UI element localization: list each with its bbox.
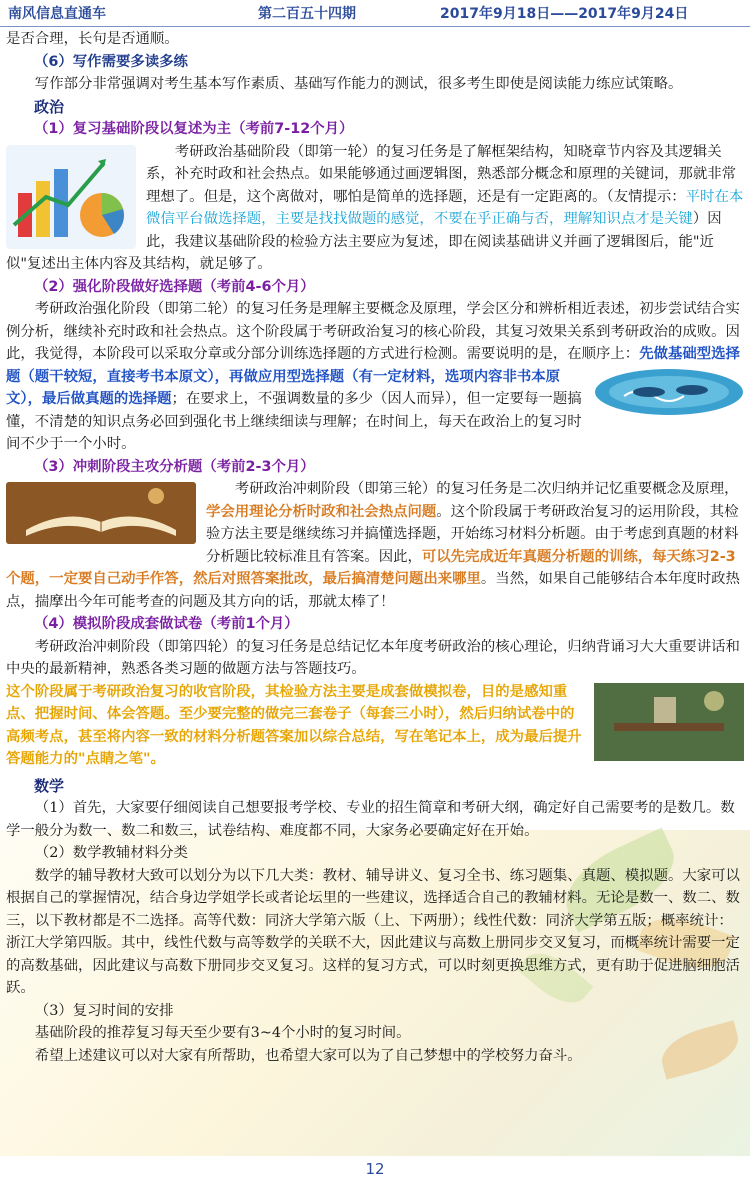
politics-stage4-highlight-block: 这个阶段属于考研政治复习的收官阶段，其检验方法主要是成套做模拟卷，目的是感知重点、把握时间、体会答题。至少要完整的做完三套卷子（每套三小时），然后归纳试卷中的高频考点，甚至将内容一致的材料分析题答案加以综合总结，写在笔记本上，成为最后提升答题能力的"点睛之笔"。 [6, 681, 744, 771]
publication-name: 南风信息直通车 [8, 6, 106, 22]
study-room-illustration [594, 683, 744, 761]
math-paragraph-2: 数学的辅导教材大致可以划分为以下几大类：教材、辅导讲义、复习全书、练习题集、真题、模拟题。大家可以根据自己的掌握情况，结合身边学姐学长或者论坛里的一些建议，选择适合自己的教辅材料。无论是数一、数二、数三，以下教材都是不二选择。高等代数：同济大学第六版（上、下两册）；线性代数：同济大学第五版；概率统计：浙江大学第四版。其中，线性代数与高等数学的关联不大，因此建议与高数上册同步交叉复习，而概率统计需要一定的高数基础，因此建议与高数下册同步交叉复习。这样的复习方式，可以时刻更换思维方式，更有助于促进脑细胞活跃。 [6, 867, 740, 996]
issue-number: 第二百五十四期 [258, 6, 356, 22]
stage2-highlight: 先做基础型选择题（题干较短，直接考书本原文），再做应用型选择题（有一定材料，选项内容非书本原文），最后做真题的选择题 [6, 346, 740, 407]
politics-stage3-paragraph: 考研政治冲刺阶段（即第三轮）的复习任务是二次归纳并记忆重要概念及原理，学会用理论分析时政和社会热点问题。这个阶段属于考研政治复习的运用阶段，其检验方法主要是继续练习并搞懂选择题，开始练习材料分析题。由于考虑到真题的材料分析题比较标准且有答案。因此，可以先完成近年真题分析题的训练，每天练习2-3个题，一定要自己动手作答，然后对照答案批改，最后搞清楚问题出来哪里。当然，如果自己能够结合本年度时政热点，揣摩出今年可能考查的问题及其方向的话，那就太棒了！ [6, 481, 740, 610]
open-book-illustration [6, 482, 196, 544]
math-subheading-3: （3）复习时间的安排 [34, 1002, 174, 1019]
stage3-highlight-2: 可以先完成近年真题分析题的训练，每天练习2-3个题，一定要自己动手作答，然后对照答案批改，最后搞清楚问题出来哪里 [6, 548, 736, 587]
politics-stage2-heading: （2）强化阶段做好选择题（考前4-6个月） [34, 278, 315, 295]
swimmers-illustration [594, 368, 744, 416]
politics-stage1-paragraph: 考研政治基础阶段（即第一轮）的复习任务是了解框架结构，知晓章节内容及其逻辑关系，补充时政和社会热点。如果能够通过画逻辑图，熟悉部分概念和原理的关键词，那就非常理想了。但是，这个离做对，哪怕是简单的选择题，还是有一定距离的。（友情提示：平时在本微信平台做选择题，主要是找找做题的感觉，不要在乎正确与否，理解知识点才是关键）因此，我建议基础阶段的检验方法主要应为复述，即在阅读基础讲义并画了逻辑图后，能"近似"复述出主体内容及其结构，就足够了。 [6, 143, 744, 272]
article-body [6, 28, 744, 1067]
math-paragraph-1: （1）首先，大家要仔细阅读自己想要报考学校、专业的招生简章和考研大纲，确定好自己需要考的是数几。数学一般分为数一、数二和数三，试卷结构、难度都不同，大家务必要确定好在开始。 [6, 800, 735, 839]
politics-title: 政治 [34, 97, 65, 116]
header-divider [0, 26, 750, 27]
writing-heading: （6）写作需要多读多练 [34, 53, 188, 70]
math-title: 数学 [34, 776, 65, 795]
issue-dates: 2017年9月18日——2017年9月24日 [440, 6, 689, 22]
math-paragraph-3: 基础阶段的推荐复习每天至少要有3~4个小时的复习时间。 [34, 1025, 411, 1041]
politics-stage2-paragraph: 考研政治强化阶段（即第二轮）的复习任务是理解主要概念及原理，学会区分和辨析相近表述，初步尝试结合实例分析，继续补充时政和社会热点。这个阶段属于考研政治复习的核心阶段，其复习效果关系到考研政治的成败。因此，我觉得，本阶段可以采取分章或分部分训练选择题的方式进行检测。需要说明的是，在顺序上： 先做基础型选择题（题干较短，直接考书本原文），再做应用型选择题（有一定材料，选项内容非书本原文），最后做真题的选择题；在要求上，不强调数量的多少（因人而异），但一定要每一题搞懂，不清楚的知识点务必回到强化书上继续细读与理解；在时间上，每天在政治上的复习时间不少于一个小时。 [6, 298, 744, 456]
politics-stage1-heading: （1）复习基础阶段以复述为主（考前7-12个月） [34, 121, 354, 137]
intro-line: 是否合理，长句是否通顺。 [6, 31, 179, 47]
friendly-tip: 平时在本微信平台做选择题，主要是找找做题的感觉，不要在乎正确与否，理解知识点才是关键 [146, 188, 744, 227]
politics-stage4-heading: （4）模拟阶段成套做试卷（考前1个月） [34, 616, 299, 632]
politics-stage3-heading: （3）冲刺阶段主攻分析题（考前2-3个月） [34, 458, 315, 475]
chart-illustration [6, 145, 136, 249]
writing-paragraph: 写作部分非常强调对考生基本写作素质、基础写作能力的测试，很多考生即使是阅读能力练应试策略。 [34, 76, 683, 92]
math-subheading-2: （2）数学教辅材料分类 [34, 845, 188, 861]
page-header [0, 0, 750, 26]
math-closing: 希望上述建议可以对大家有所帮助，也希望大家可以为了自己梦想中的学校努力奋斗。 [34, 1047, 582, 1064]
politics-stage4-paragraph: 考研政治冲刺阶段（即第四轮）的复习任务是总结记忆本年度考研政治的核心理论，归纳背诵习大大重要讲话和中央的最新精神，熟悉各类习题的做题方法与答题技巧。 [6, 638, 740, 677]
stage3-highlight-1: 学会用理论分析时政和社会热点问题 [206, 503, 437, 520]
page-number: 12 [365, 1160, 385, 1178]
